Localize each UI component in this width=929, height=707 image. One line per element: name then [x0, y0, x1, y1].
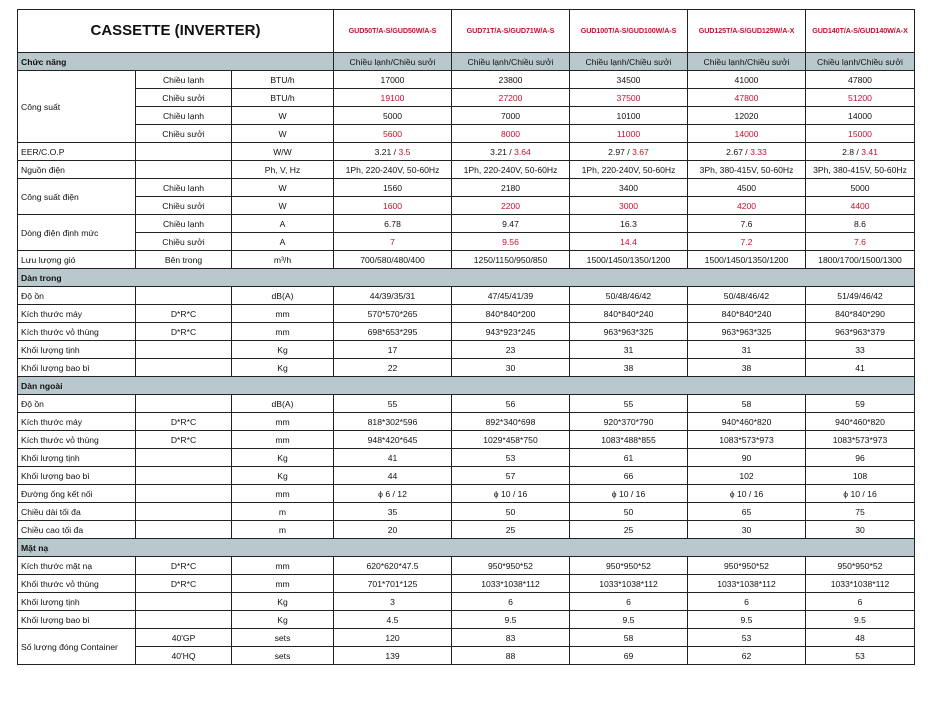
value-cell: 840*840*200	[452, 305, 570, 323]
pipe-row	[18, 485, 915, 503]
unit-cell: W	[232, 125, 334, 143]
row-label: Đường ống kết nối	[18, 485, 136, 503]
outdoor-dim-row	[18, 413, 915, 431]
unit-cell: W	[232, 197, 334, 215]
value-cell: 1500/1450/1350/1200	[688, 251, 806, 269]
value-cell: ϕ 10 / 16	[688, 485, 806, 503]
cop-value: 3.33	[750, 146, 767, 157]
value-cell: 1033*1038*112	[452, 575, 570, 593]
value-cell: 88	[452, 647, 570, 665]
value-cell: 1029*458*750	[452, 431, 570, 449]
value-cell: 83	[452, 629, 570, 647]
value-cell: 27200	[452, 89, 570, 107]
value-cell: 8.6	[806, 215, 915, 233]
function-value: Chiều lạnh/Chiều sưởi	[334, 53, 452, 71]
value-cell: ϕ 10 / 16	[806, 485, 915, 503]
input-power-row	[18, 179, 915, 197]
row-sublabel	[136, 485, 232, 503]
value-cell: 940*460*820	[688, 413, 806, 431]
unit-cell: Ph, V, Hz	[232, 161, 334, 179]
row-label: Nguồn điện	[18, 161, 136, 179]
value-cell: 963*963*325	[688, 323, 806, 341]
value-cell: 5000	[806, 179, 915, 197]
value-cell: 20	[334, 521, 452, 539]
indoor-pack-row	[18, 323, 915, 341]
unit-cell: dB(A)	[232, 287, 334, 305]
row-label: Chiều dài tối đa	[18, 503, 136, 521]
value-cell: 840*840*240	[570, 305, 688, 323]
section-header: Dàn ngoài	[18, 377, 915, 395]
value-cell: 96	[806, 449, 915, 467]
row-sublabel: Chiều sưởi	[136, 233, 232, 251]
value-cell: 44/39/35/31	[334, 287, 452, 305]
value-cell: 31	[570, 341, 688, 359]
value-cell: 25	[570, 521, 688, 539]
value-cell: 8000	[452, 125, 570, 143]
power-supply-row	[18, 161, 915, 179]
value-cell: 950*950*52	[688, 557, 806, 575]
value-cell: 108	[806, 467, 915, 485]
header-row	[18, 10, 915, 53]
value-cell: 38	[570, 359, 688, 377]
value-cell: 6.78	[334, 215, 452, 233]
outdoor-noise-row	[18, 395, 915, 413]
value-cell: 3Ph, 380-415V, 50-60Hz	[688, 161, 806, 179]
row-label: Độ ồn	[18, 287, 136, 305]
outdoor-pack-row	[18, 431, 915, 449]
panel-pack-row	[18, 575, 915, 593]
model-header: GUD125T/A-S/GUD125W/A-X	[688, 10, 806, 53]
row-sublabel	[136, 143, 232, 161]
value-cell: 48	[806, 629, 915, 647]
row-label: Công suất điện	[18, 179, 136, 215]
value-cell: 120	[334, 629, 452, 647]
value-cell: 90	[688, 449, 806, 467]
value-cell: 1033*1038*112	[688, 575, 806, 593]
unit-cell: sets	[232, 647, 334, 665]
row-label: Dòng điện định mức	[18, 215, 136, 251]
function-value: Chiều lạnh/Chiều sưởi	[806, 53, 915, 71]
max-length-row	[18, 503, 915, 521]
rated-current-row	[18, 215, 915, 233]
row-sublabel	[136, 467, 232, 485]
value-cell: 30	[688, 521, 806, 539]
value-cell: 698*653*295	[334, 323, 452, 341]
value-cell: 11000	[570, 125, 688, 143]
value-cell: 818*302*596	[334, 413, 452, 431]
value-cell: 30	[806, 521, 915, 539]
container-row	[18, 629, 915, 647]
value-cell: 31	[688, 341, 806, 359]
value-cell: 22	[334, 359, 452, 377]
row-sublabel: D*R*C	[136, 557, 232, 575]
section-header: Mặt nạ	[18, 539, 915, 557]
value-cell: 53	[806, 647, 915, 665]
row-sublabel	[136, 341, 232, 359]
value-cell: 3.21 / 3.5	[334, 143, 452, 161]
model-header: GUD71T/A-S/GUD71W/A-S	[452, 10, 570, 53]
value-cell: 2180	[452, 179, 570, 197]
row-sublabel	[136, 359, 232, 377]
value-cell: 9.5	[688, 611, 806, 629]
unit-cell: dB(A)	[232, 395, 334, 413]
cop-value: 3.5	[398, 146, 411, 157]
value-cell: 53	[688, 629, 806, 647]
row-label: Khối lượng tịnh	[18, 341, 136, 359]
value-cell: 50	[570, 503, 688, 521]
value-cell: 1083*573*973	[806, 431, 915, 449]
value-cell: 41	[334, 449, 452, 467]
value-cell: ϕ 6 / 12	[334, 485, 452, 503]
row-sublabel: Chiều sưởi	[136, 89, 232, 107]
value-cell: 56	[452, 395, 570, 413]
unit-cell: BTU/h	[232, 89, 334, 107]
value-cell: 75	[806, 503, 915, 521]
row-label: Kích thước vỏ thùng	[18, 431, 136, 449]
outdoor-net-row	[18, 449, 915, 467]
unit-cell: W/W	[232, 143, 334, 161]
row-sublabel: D*R*C	[136, 431, 232, 449]
rated-current-row	[18, 233, 915, 251]
airflow-row	[18, 251, 915, 269]
value-cell: 840*840*240	[688, 305, 806, 323]
row-label: Khối thước vỏ thùng	[18, 575, 136, 593]
value-cell: 44	[334, 467, 452, 485]
value-cell: 963*963*325	[570, 323, 688, 341]
value-cell: 51200	[806, 89, 915, 107]
cop-value: 3.67	[632, 146, 649, 157]
row-sublabel	[136, 611, 232, 629]
row-label: EER/C.O.P	[18, 143, 136, 161]
value-cell: 58	[688, 395, 806, 413]
unit-cell: BTU/h	[232, 71, 334, 89]
indoor-dim-row	[18, 305, 915, 323]
value-cell: 69	[570, 647, 688, 665]
value-cell: 62	[688, 647, 806, 665]
function-value: Chiều lạnh/Chiều sưởi	[688, 53, 806, 71]
unit-cell: Kg	[232, 467, 334, 485]
value-cell: 7	[334, 233, 452, 251]
unit-cell: Kg	[232, 359, 334, 377]
value-cell: 1Ph, 220-240V, 50-60Hz	[452, 161, 570, 179]
value-cell: 701*701*125	[334, 575, 452, 593]
eer-row	[18, 143, 915, 161]
row-sublabel: D*R*C	[136, 323, 232, 341]
max-height-row	[18, 521, 915, 539]
value-cell: 9.5	[570, 611, 688, 629]
value-cell: 15000	[806, 125, 915, 143]
value-cell: 14000	[806, 107, 915, 125]
value-cell: 1Ph, 220-240V, 50-60Hz	[334, 161, 452, 179]
value-cell: 3Ph, 380-415V, 50-60Hz	[806, 161, 915, 179]
value-cell: 4200	[688, 197, 806, 215]
value-cell: 4500	[688, 179, 806, 197]
function-value: Chiều lạnh/Chiều sưởi	[570, 53, 688, 71]
value-cell: 41000	[688, 71, 806, 89]
value-cell: 35	[334, 503, 452, 521]
value-cell: 23	[452, 341, 570, 359]
value-cell: 2200	[452, 197, 570, 215]
row-label: Kích thước mặt nạ	[18, 557, 136, 575]
value-cell: 102	[688, 467, 806, 485]
value-cell: 2.8 / 3.41	[806, 143, 915, 161]
model-header: GUD50T/A-S/GUD50W/A-S	[334, 10, 452, 53]
panel-gross-row	[18, 611, 915, 629]
section-row-dan_trong	[18, 269, 915, 287]
value-cell: 1500/1450/1350/1200	[570, 251, 688, 269]
value-cell: 41	[806, 359, 915, 377]
value-cell: 16.3	[570, 215, 688, 233]
row-sublabel: 40'HQ	[136, 647, 232, 665]
value-cell: 3	[334, 593, 452, 611]
value-cell: 55	[570, 395, 688, 413]
cop-value: 3.41	[861, 146, 878, 157]
unit-cell: mm	[232, 431, 334, 449]
value-cell: 59	[806, 395, 915, 413]
value-cell: 7.6	[806, 233, 915, 251]
unit-cell: A	[232, 233, 334, 251]
spec-table	[17, 9, 915, 665]
value-cell: 1560	[334, 179, 452, 197]
value-cell: 1033*1038*112	[806, 575, 915, 593]
value-cell: 3400	[570, 179, 688, 197]
value-cell: 7000	[452, 107, 570, 125]
value-cell: 53	[452, 449, 570, 467]
unit-cell: sets	[232, 629, 334, 647]
unit-cell: mm	[232, 305, 334, 323]
value-cell: ϕ 10 / 16	[570, 485, 688, 503]
row-label: Khối lượng tịnh	[18, 593, 136, 611]
panel-net-row	[18, 593, 915, 611]
model-header: GUD100T/A-S/GUD100W/A-S	[570, 10, 688, 53]
value-cell: 6	[806, 593, 915, 611]
unit-cell: m	[232, 503, 334, 521]
section-header: Chức năng	[18, 53, 334, 71]
row-label: Độ ồn	[18, 395, 136, 413]
value-cell: 50/48/46/42	[688, 287, 806, 305]
unit-cell: mm	[232, 323, 334, 341]
value-cell: 9.5	[452, 611, 570, 629]
value-cell: 50/48/46/42	[570, 287, 688, 305]
unit-cell: W	[232, 179, 334, 197]
value-cell: 620*620*47.5	[334, 557, 452, 575]
value-cell: 65	[688, 503, 806, 521]
value-cell: 14.4	[570, 233, 688, 251]
row-label: Khối lượng bao bì	[18, 359, 136, 377]
unit-cell: Kg	[232, 611, 334, 629]
row-label: Kích thước máy	[18, 413, 136, 431]
value-cell: 940*460*820	[806, 413, 915, 431]
row-label: Số lượng đóng Container	[18, 629, 136, 665]
value-cell: 950*950*52	[570, 557, 688, 575]
eer-value: 3.21	[490, 146, 507, 157]
row-label: Chiều cao tối đa	[18, 521, 136, 539]
row-sublabel	[136, 593, 232, 611]
value-cell: 55	[334, 395, 452, 413]
section-row-mat_na	[18, 539, 915, 557]
value-cell: 47/45/41/39	[452, 287, 570, 305]
value-cell: 25	[452, 521, 570, 539]
row-sublabel	[136, 503, 232, 521]
section-header: Dàn trong	[18, 269, 915, 287]
value-cell: 6	[688, 593, 806, 611]
value-cell: 50	[452, 503, 570, 521]
value-cell: 4400	[806, 197, 915, 215]
row-sublabel: 40'GP	[136, 629, 232, 647]
row-sublabel: Bên trong	[136, 251, 232, 269]
value-cell: 58	[570, 629, 688, 647]
row-sublabel: Chiều lạnh	[136, 215, 232, 233]
capacity-row	[18, 125, 915, 143]
value-cell: 3000	[570, 197, 688, 215]
value-cell: 37500	[570, 89, 688, 107]
row-sublabel	[136, 449, 232, 467]
row-sublabel: Chiều lạnh	[136, 107, 232, 125]
value-cell: 1Ph, 220-240V, 50-60Hz	[570, 161, 688, 179]
row-label: Khối lượng bao bì	[18, 467, 136, 485]
value-cell: 7.2	[688, 233, 806, 251]
row-sublabel	[136, 395, 232, 413]
value-cell: 948*420*645	[334, 431, 452, 449]
panel-dim-row	[18, 557, 915, 575]
value-cell: 5000	[334, 107, 452, 125]
value-cell: ϕ 10 / 16	[452, 485, 570, 503]
value-cell: 12020	[688, 107, 806, 125]
value-cell: 700/580/480/400	[334, 251, 452, 269]
function-value: Chiều lạnh/Chiều sưởi	[452, 53, 570, 71]
input-power-row	[18, 197, 915, 215]
value-cell: 17000	[334, 71, 452, 89]
unit-cell: A	[232, 215, 334, 233]
value-cell: 9.5	[806, 611, 915, 629]
unit-cell: mm	[232, 557, 334, 575]
section-row-chuc_nang	[18, 53, 915, 71]
value-cell: 139	[334, 647, 452, 665]
eer-value: 2.97	[608, 146, 625, 157]
row-label: Công suất	[18, 71, 136, 143]
value-cell: 1250/1150/950/850	[452, 251, 570, 269]
capacity-row	[18, 71, 915, 89]
value-cell: 33	[806, 341, 915, 359]
row-label: Khối lượng bao bì	[18, 611, 136, 629]
value-cell: 7.6	[688, 215, 806, 233]
row-label: Lưu lượng gió	[18, 251, 136, 269]
value-cell: 6	[570, 593, 688, 611]
row-sublabel: Chiều sưởi	[136, 197, 232, 215]
value-cell: 9.56	[452, 233, 570, 251]
value-cell: 840*840*290	[806, 305, 915, 323]
unit-cell: m³/h	[232, 251, 334, 269]
unit-cell: Kg	[232, 341, 334, 359]
value-cell: 920*370*790	[570, 413, 688, 431]
value-cell: 5600	[334, 125, 452, 143]
value-cell: 23800	[452, 71, 570, 89]
row-label: Kích thước vỏ thùng	[18, 323, 136, 341]
value-cell: 2.67 / 3.33	[688, 143, 806, 161]
row-sublabel: D*R*C	[136, 413, 232, 431]
row-sublabel: Chiều lạnh	[136, 179, 232, 197]
row-sublabel: D*R*C	[136, 575, 232, 593]
value-cell: 51/49/46/42	[806, 287, 915, 305]
indoor-gross-row	[18, 359, 915, 377]
section-row-dan_ngoai	[18, 377, 915, 395]
value-cell: 61	[570, 449, 688, 467]
capacity-row	[18, 107, 915, 125]
value-cell: 892*340*698	[452, 413, 570, 431]
value-cell: 19100	[334, 89, 452, 107]
cop-value: 3.64	[514, 146, 531, 157]
value-cell: 1800/1700/1500/1300	[806, 251, 915, 269]
row-sublabel: D*R*C	[136, 305, 232, 323]
value-cell: 47800	[688, 89, 806, 107]
value-cell: 950*950*52	[806, 557, 915, 575]
model-header: GUD140T/A-S/GUD140W/A-X	[806, 10, 915, 53]
value-cell: 570*570*265	[334, 305, 452, 323]
value-cell: 57	[452, 467, 570, 485]
value-cell: 38	[688, 359, 806, 377]
eer-value: 2.67	[726, 146, 743, 157]
outdoor-gross-row	[18, 467, 915, 485]
value-cell: 30	[452, 359, 570, 377]
row-sublabel	[136, 521, 232, 539]
row-sublabel	[136, 161, 232, 179]
container-row	[18, 647, 915, 665]
page-title: CASSETTE (INVERTER)	[18, 10, 334, 53]
value-cell: 47800	[806, 71, 915, 89]
eer-value: 3.21	[374, 146, 392, 157]
value-cell: 3.21 / 3.64	[452, 143, 570, 161]
value-cell: 1033*1038*112	[570, 575, 688, 593]
value-cell: 1083*488*855	[570, 431, 688, 449]
unit-cell: mm	[232, 413, 334, 431]
value-cell: 6	[452, 593, 570, 611]
unit-cell: Kg	[232, 593, 334, 611]
value-cell: 10100	[570, 107, 688, 125]
unit-cell: W	[232, 107, 334, 125]
value-cell: 2.97 / 3.67	[570, 143, 688, 161]
value-cell: 963*963*379	[806, 323, 915, 341]
value-cell: 34500	[570, 71, 688, 89]
unit-cell: mm	[232, 575, 334, 593]
value-cell: 950*950*52	[452, 557, 570, 575]
value-cell: 14000	[688, 125, 806, 143]
value-cell: 1083*573*973	[688, 431, 806, 449]
row-label: Khối lượng tịnh	[18, 449, 136, 467]
value-cell: 17	[334, 341, 452, 359]
indoor-noise-row	[18, 287, 915, 305]
value-cell: 4.5	[334, 611, 452, 629]
unit-cell: m	[232, 521, 334, 539]
capacity-row	[18, 89, 915, 107]
row-sublabel	[136, 287, 232, 305]
value-cell: 9.47	[452, 215, 570, 233]
unit-cell: mm	[232, 485, 334, 503]
indoor-net-row	[18, 341, 915, 359]
unit-cell: Kg	[232, 449, 334, 467]
value-cell: 66	[570, 467, 688, 485]
row-sublabel: Chiều lạnh	[136, 71, 232, 89]
value-cell: 943*923*245	[452, 323, 570, 341]
eer-value: 2.8	[842, 146, 855, 157]
row-label: Kích thước máy	[18, 305, 136, 323]
value-cell: 1600	[334, 197, 452, 215]
row-sublabel: Chiều sưởi	[136, 125, 232, 143]
